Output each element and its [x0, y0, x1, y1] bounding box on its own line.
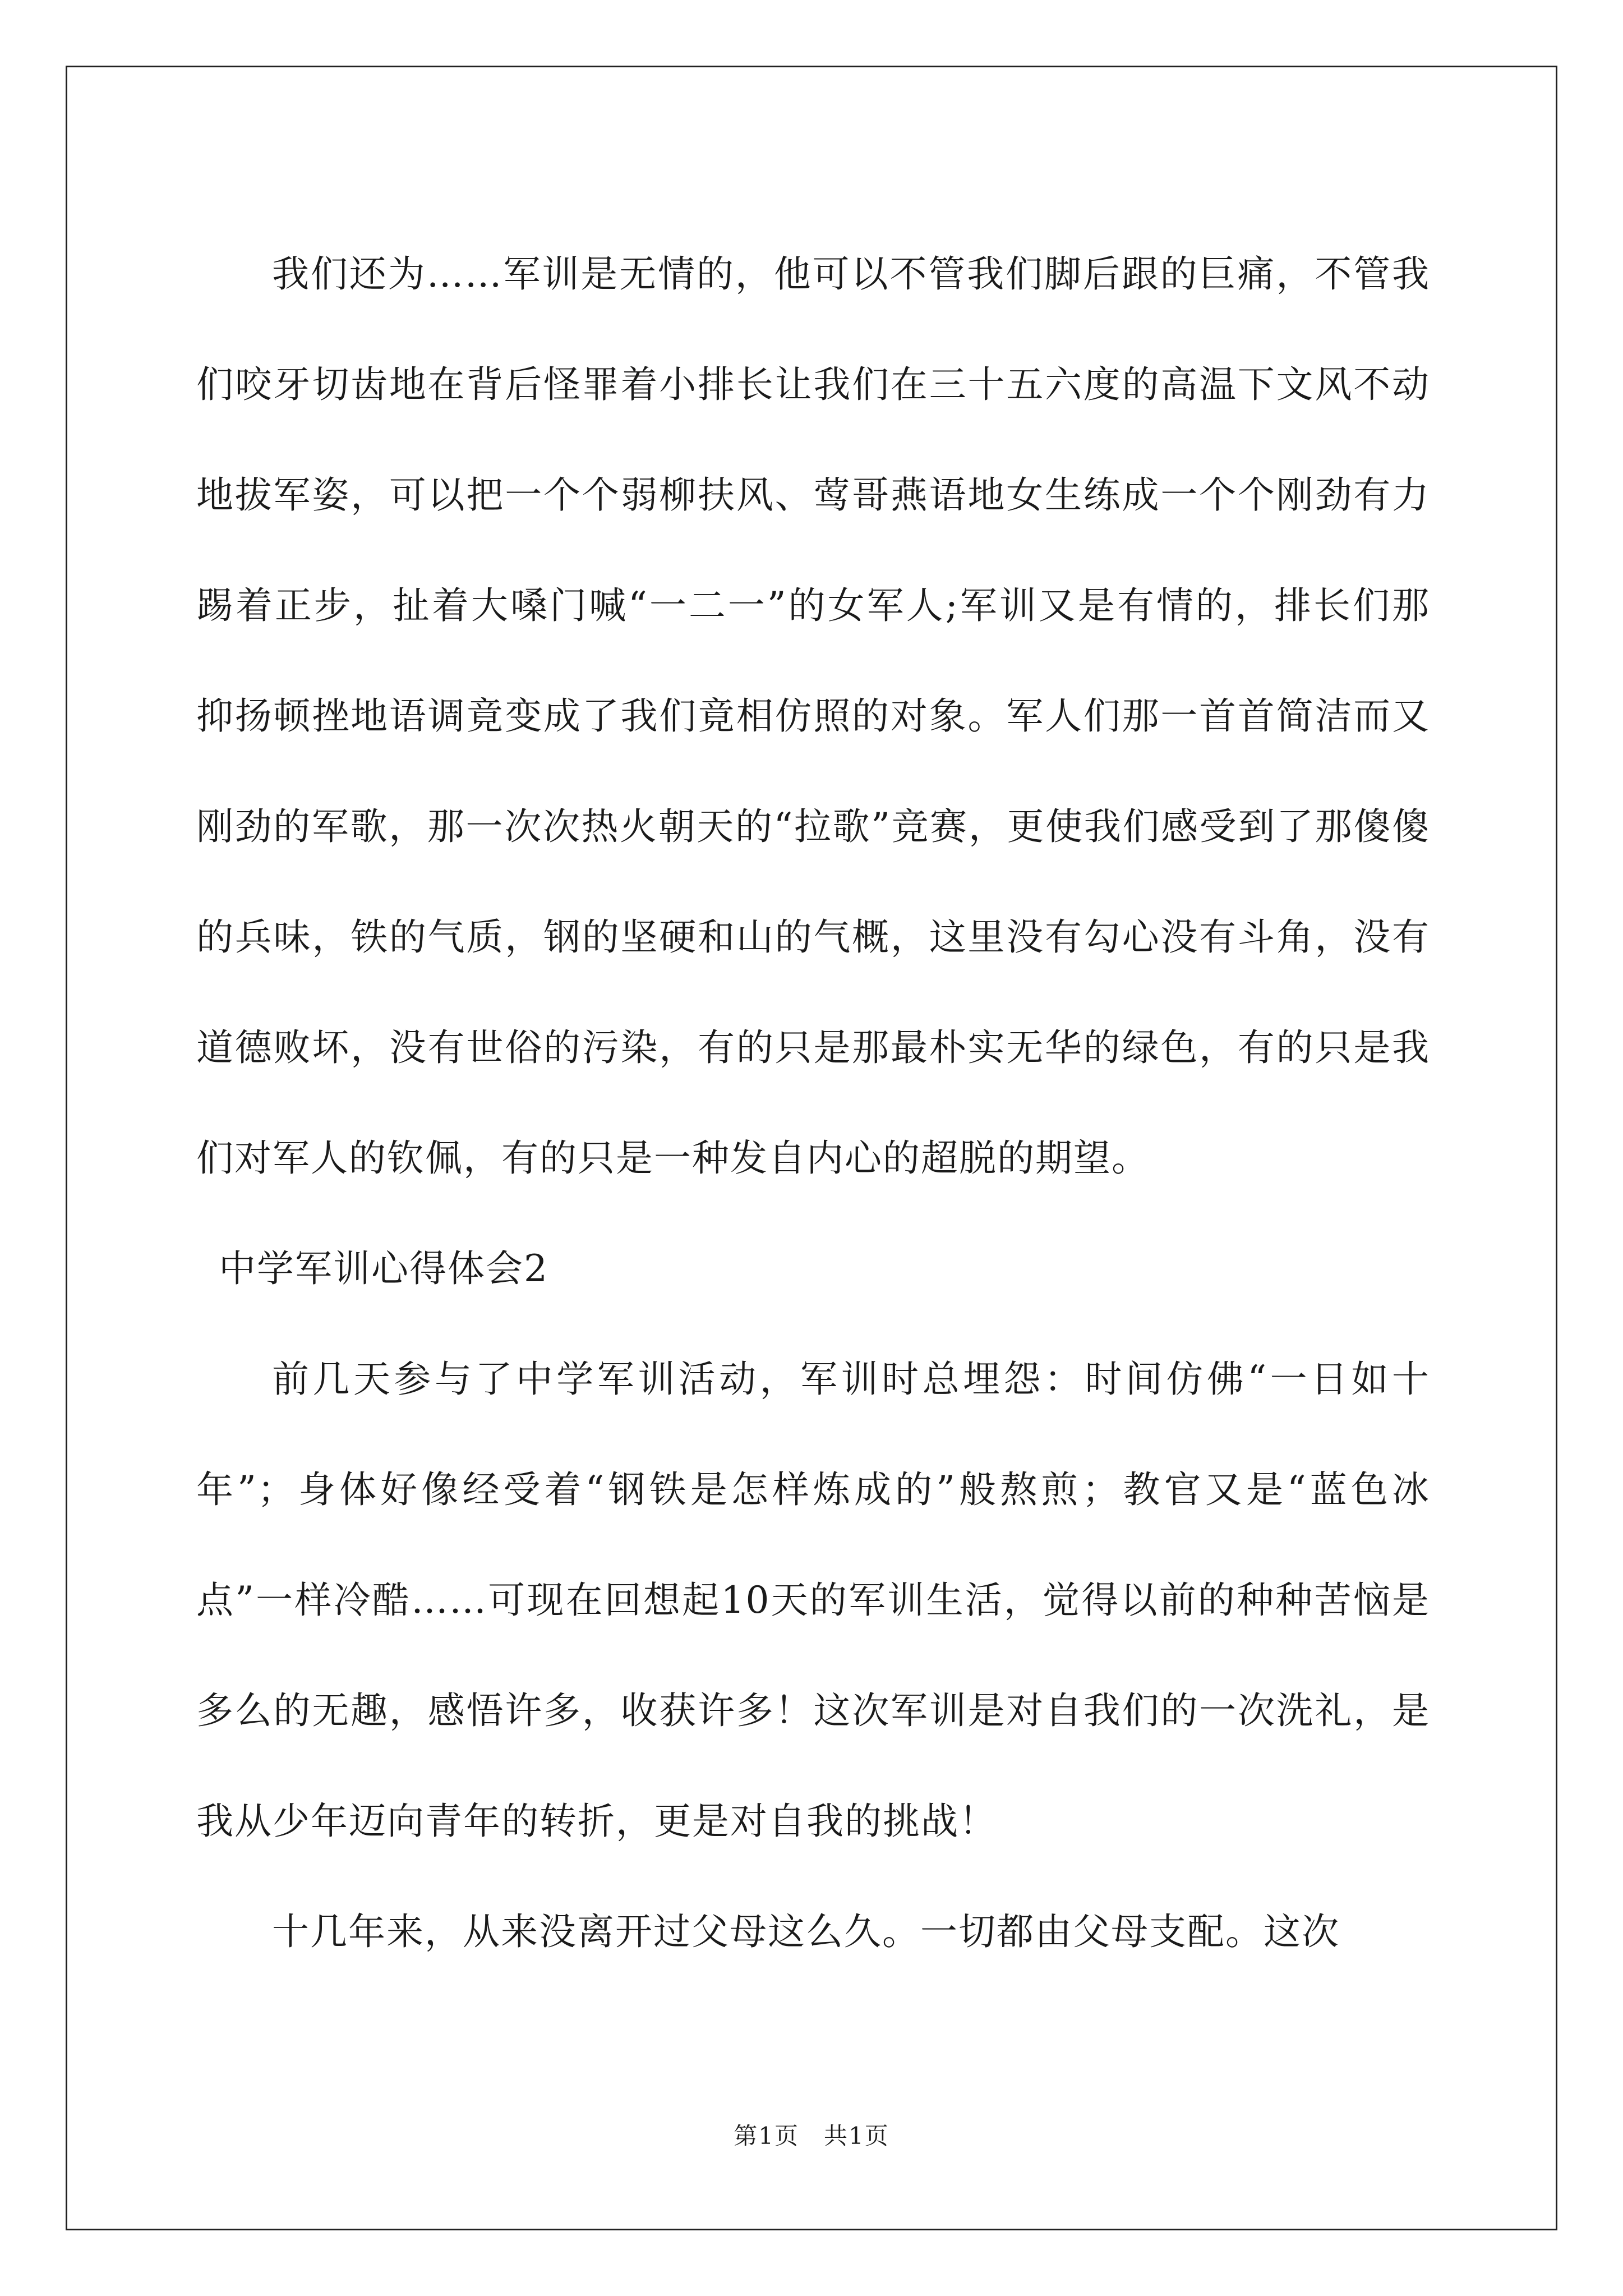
paragraph-3: 十几年来，从来没离开过父母这么久。一切都由父母支配。这次 [272, 1910, 1340, 1953]
section-title: 中学军训心得体会2 [219, 1247, 548, 1290]
paragraph-1: 我们还为……军训是无情的，他可以不管我们脚后跟的巨痛，不管我们咬牙切齿地在背后怪罪着小排长让我们在三十五六度的高温下文风不动地拔军姿，可以把一个个弱柳扶风、莺哥燕语地女生练成一个个刚劲有力踢着正步，扯着大嗓门喊“一二一”的女军人;军训又是有情的，排长们那抑扬顿挫地语调竟变成了我们竟相仿照的对象。军人们那一首首简洁而又刚劲的军歌，那一次次热火朝天的“拉歌”竞赛，更使我们感受到了那傻傻的兵味，铁的气质，钢的坚硬和山的气概，这里没有勾心没有斗角，没有道德败坏，没有世俗的污染，有的只是那最朴实无华的绿色，有的只是我们对军人的钦佩，有的只是一种发自内心的超脱的期望。 [196, 252, 1430, 1180]
document-body [196, 219, 1430, 1987]
paragraph-2: 前几天参与了中学军训活动，军训时总埋怨：时间仿佛“一日如十年”；身体好像经受着“钢铁是怎样炼成的”般熬煎；教官又是“蓝色冰点”一样冷酷……可现在回想起10天的军训生活，觉得以前的种种苦恼是多么的无趣，感悟许多，收获许多！这次军训是对自我们的一次洗礼，是我从少年迈向青年的转折，更是对自我的挑战！ [196, 1358, 1430, 1843]
page-number-footer: 第1页 共1页 [734, 2122, 889, 2150]
